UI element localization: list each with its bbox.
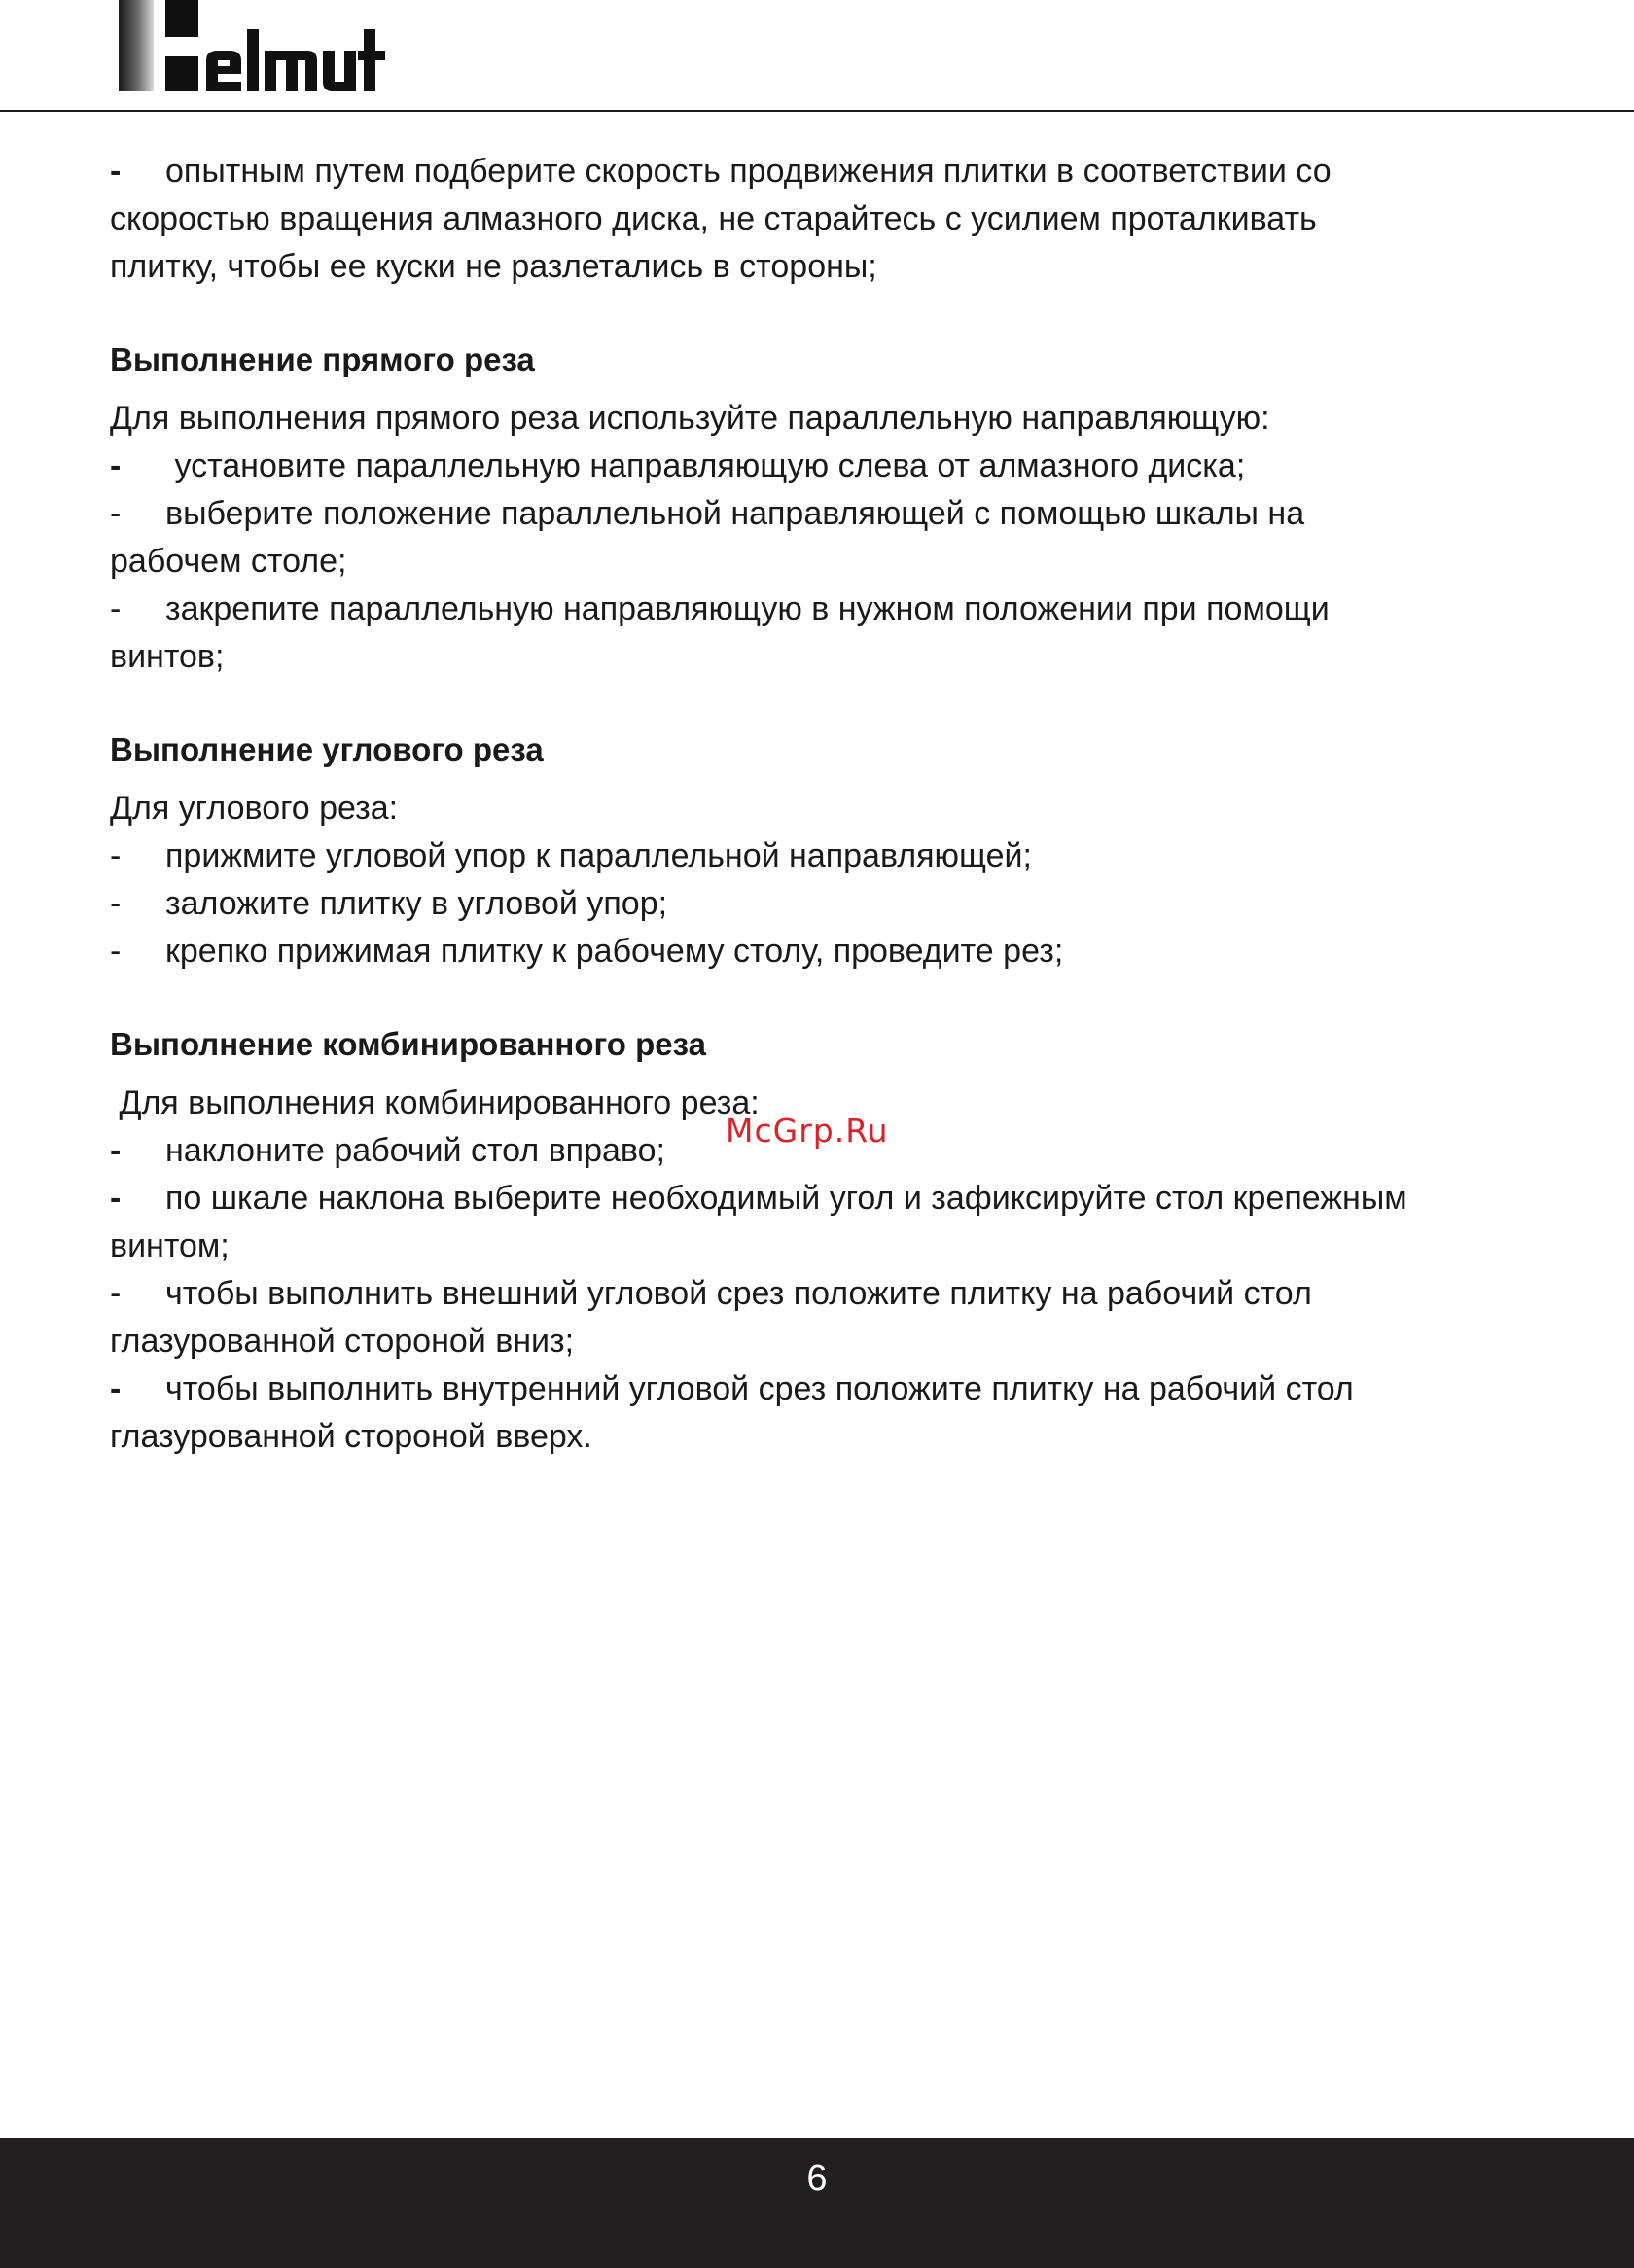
watermark: McGrp.Ru [726, 1112, 889, 1150]
page-header [0, 0, 1634, 112]
list-item [110, 1365, 1540, 1413]
list-item [110, 1175, 1540, 1223]
section-lead-angle-cut: Для углового реза: [110, 790, 399, 827]
section-lead-straight-cut: Для выполнения прямого реза используйте параллельную направляющую: [110, 400, 1270, 437]
bullet-text: выберите положение параллельной направляющей с помощью шкалы на [165, 495, 1305, 532]
helmut-logo [117, 0, 418, 93]
bullet-text: установите параллельную направляющую слева от алмазного диска; [165, 447, 1246, 484]
document-body [110, 148, 1540, 1461]
intro-continuation-1: скоростью вращения алмазного диска, не старайтесь с усилием проталкивать [110, 200, 1317, 237]
bullet-dash: - [110, 153, 122, 190]
bullet-dash: - [110, 885, 122, 922]
bullet-dash: - [110, 933, 122, 970]
list-item [110, 585, 1540, 633]
list-item-continuation: винтом; [110, 1227, 230, 1264]
bullet-text: чтобы выполнить внешний угловой срез положите плитку на рабочий стол [165, 1275, 1312, 1312]
list-item [110, 490, 1540, 538]
list-item [110, 928, 1540, 975]
list-item [110, 443, 1540, 490]
list-item-continuation: винтов; [110, 638, 225, 675]
bullet-dash: - [110, 590, 122, 627]
list-item [110, 880, 1540, 928]
bullet-text: наклоните рабочий стол вправо; [165, 1132, 665, 1169]
bullet-text: прижмите угловой упор к параллельной направляющей; [165, 837, 1032, 874]
bullet-dash: - [110, 495, 122, 532]
page-number: 6 [806, 2158, 828, 2199]
bullet-dash: - [110, 1370, 122, 1407]
list-item [110, 833, 1540, 880]
intro-bullet [110, 148, 1540, 195]
bullet-dash: - [110, 1275, 122, 1312]
bullet-dash: - [110, 1132, 122, 1169]
bullet-dash: - [110, 837, 122, 874]
bullet-text: заложите плитку в угловой упор; [165, 885, 668, 922]
section-lead-combined-cut: Для выполнения комбинированного реза: [110, 1084, 760, 1121]
section-heading-combined-cut: Выполнение комбинированного реза [110, 1026, 706, 1062]
list-item-continuation: глазурованной стороной вниз; [110, 1323, 575, 1360]
list-item-continuation: глазурованной стороной вверх. [110, 1418, 592, 1455]
bullet-text: опытным путем подберите скорость продвижения плитки в соответствии со [165, 153, 1332, 190]
bullet-text: закрепите параллельную направляющую в нужном положении при помощи [165, 590, 1330, 627]
bullet-dash: - [110, 447, 122, 484]
bullet-text: по шкале наклона выберите необходимый угол и зафиксируйте стол крепежным [165, 1180, 1407, 1217]
bullet-text: чтобы выполнить внутренний угловой срез положите плитку на рабочий стол [165, 1370, 1354, 1407]
intro-continuation-2: плитку, чтобы ее куски не разлетались в стороны; [110, 248, 877, 285]
list-item [110, 1270, 1540, 1318]
list-item-continuation: рабочем столе; [110, 543, 347, 580]
page-footer [0, 2138, 1634, 2268]
section-heading-angle-cut: Выполнение углового реза [110, 731, 544, 767]
bullet-dash: - [110, 1180, 122, 1217]
bullet-text: крепко прижимая плитку к рабочему столу, проведите рез; [165, 933, 1064, 970]
section-heading-straight-cut: Выполнение прямого реза [110, 341, 535, 377]
